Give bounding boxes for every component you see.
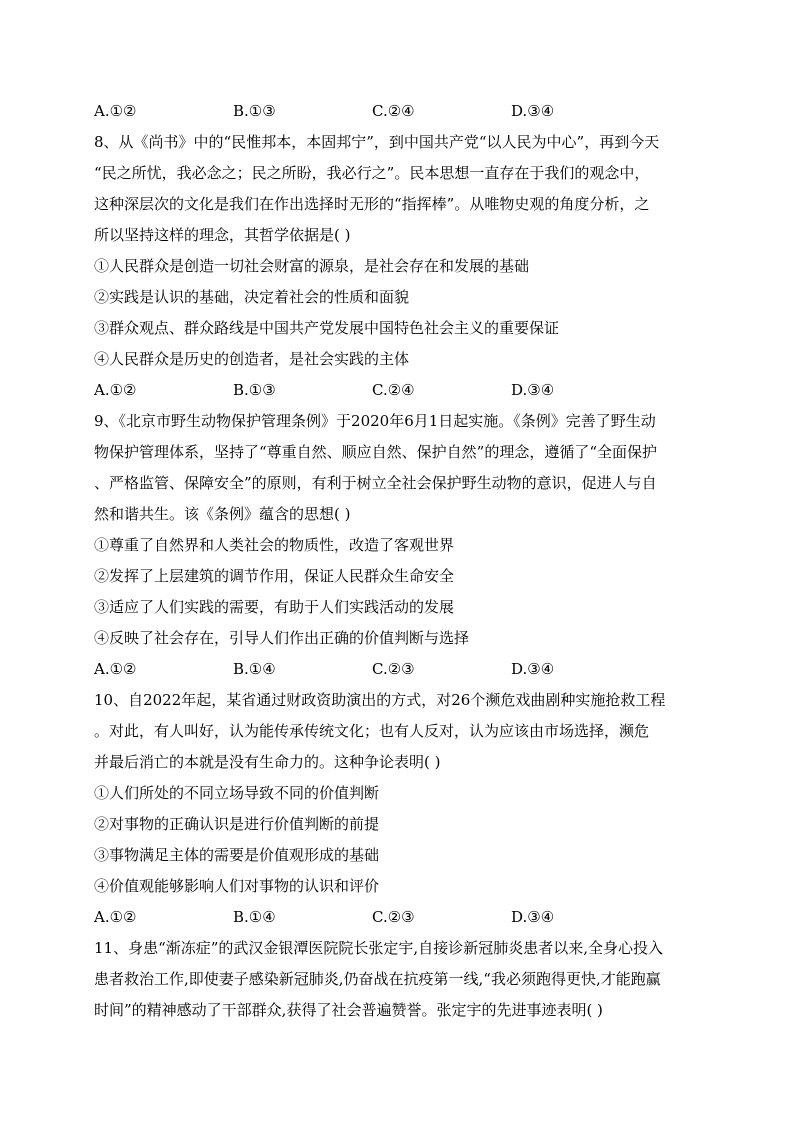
answer-options-row <box>94 96 704 127</box>
answer-option: C.②③ <box>372 908 415 926</box>
text-line: ①人们所处的不同立场导致不同的价值判断 <box>94 784 380 802</box>
answer-option: C.②④ <box>372 102 415 120</box>
exam-page <box>94 96 704 1026</box>
answer-option: D.③④ <box>511 381 555 399</box>
text-line: ④人民群众是历史的创造者，是社会实践的主体 <box>94 350 410 368</box>
text-line: 并最后消亡的本就是没有生命力的。这种争论表明( ) <box>94 753 441 771</box>
text-line: 物保护管理体系，坚持了“尊重自然、顺应自然、保护自然”的理念，遵循了“全面保护 <box>94 443 658 461</box>
answer-option: B.①④ <box>233 660 276 678</box>
text-line: ①人民群众是创造一切社会财富的源泉，是社会存在和发展的基础 <box>94 257 530 275</box>
text-line: ③适应了人们实践的需要，有助于人们实践活动的发展 <box>94 598 455 616</box>
answer-option: D.③④ <box>511 660 555 678</box>
answer-options-row <box>94 375 704 406</box>
text-line: 然和谐共生。该《条例》蕴含的思想( ) <box>94 505 351 523</box>
text-line: 所以坚持这样的理念，其哲学依据是( ) <box>94 226 351 244</box>
text-line: 8、从《尚书》中的“民惟邦本，本固邦宁”，到中国共产党“以人民为中心”，再到今天 <box>94 133 660 151</box>
answer-option: B.①④ <box>233 908 276 926</box>
text-line: ④价值观能够影响人们对事物的认识和评价 <box>94 877 380 895</box>
answer-option: B.①③ <box>233 102 276 120</box>
text-line: ③事物满足主体的需要是价值观形成的基础 <box>94 846 380 864</box>
answer-option: D.③④ <box>511 908 555 926</box>
text-line: ①尊重了自然界和人类社会的物质性，改造了客观世界 <box>94 536 455 554</box>
answer-option: A.①② <box>94 381 137 399</box>
text-line: 时间”的精神感动了干部群众,获得了社会普遍赞誉。张定宇的先进事迹表明( ) <box>94 1001 603 1019</box>
answer-option: D.③④ <box>511 102 555 120</box>
text-line: 9、《北京市野生动物保护管理条例》于2020年6月1日起实施。《条例》完善了野生动 <box>94 412 656 430</box>
answer-option: A.①② <box>94 908 137 926</box>
text-line: 这种深层次的文化是我们在作出选择时无形的“指挥棒”。从唯物史观的角度分析，之 <box>94 195 650 213</box>
answer-option: A.①② <box>94 660 137 678</box>
text-line: 。对此，有人叫好，认为能传承传统文化；也有人反对，认为应该由市场选择，濒危 <box>94 722 650 740</box>
text-line: ②实践是认识的基础，决定着社会的性质和面貌 <box>94 288 410 306</box>
answer-options-row <box>94 654 704 685</box>
answer-option: C.②④ <box>372 381 415 399</box>
answer-option: A.①② <box>94 102 137 120</box>
text-line: 10、自2022年起，某省通过财政资助演出的方式，对26个濒危戏曲剧种实施抢救工程 <box>94 691 666 709</box>
text-line: “民之所忧，我必念之；民之所盼，我必行之”。民本思想一直存在于我们的观念中， <box>94 164 650 182</box>
answer-options-row <box>94 902 704 933</box>
text-line: 11、身患“渐冻症”的武汉金银潭医院院长张定宇,自接诊新冠肺炎患者以来,全身心投入 <box>94 939 663 957</box>
text-line: ②发挥了上层建筑的调节作用，保证人民群众生命安全 <box>94 567 455 585</box>
text-line: 患者救治工作,即使妻子感染新冠肺炎,仍奋战在抗疫第一线,“我必须跑得更快,才能跑赢 <box>94 970 661 988</box>
answer-option: B.①③ <box>233 381 276 399</box>
text-line: ③群众观点、群众路线是中国共产党发展中国特色社会主义的重要保证 <box>94 319 560 337</box>
text-line: 、严格监管、保障安全”的原则，有利于树立全社会保护野生动物的意识，促进人与自 <box>94 474 657 492</box>
text-line: ②对事物的正确认识是进行价值判断的前提 <box>94 815 380 833</box>
text-line: ④反映了社会存在，引导人们作出正确的价值判断与选择 <box>94 629 470 647</box>
answer-option: C.②③ <box>372 660 415 678</box>
